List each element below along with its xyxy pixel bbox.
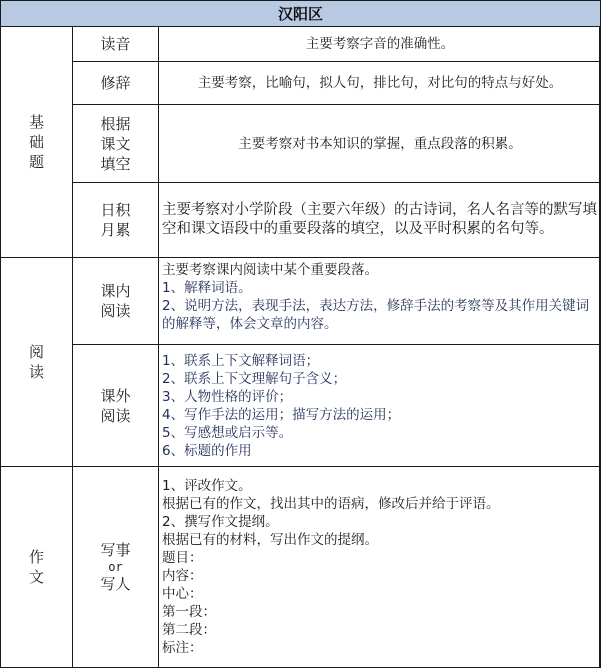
subcategory-label: 写事	[100, 541, 131, 559]
table-row	[1, 345, 601, 467]
subcategory-label: 课外	[100, 386, 131, 405]
subcategory-label: 修辞	[100, 74, 131, 92]
description-line: 根据已有的作文，找出其中的语病，修改后并给于评语。	[162, 496, 500, 512]
table-row	[1, 183, 601, 258]
subcategory-label: 阅读	[100, 302, 131, 320]
subcategory-label: 根据	[100, 114, 131, 133]
subcategory-label: 月累	[100, 221, 131, 239]
table-header-row	[1, 1, 601, 27]
subcategory-narrative-or-portrait	[73, 467, 159, 668]
subcategory-fill-by-text	[73, 105, 159, 183]
description-line: 内容：	[162, 568, 203, 584]
subcategory-label: 写人	[100, 575, 131, 593]
description-line: 主要考察对小学阶段（主要六年级）的古诗词，名人名言等的默写填空和课文语段中的重要段落的填空，以及平时积累的名句等。	[162, 202, 597, 237]
description-line: 2、说明方法，表现手法，表达方法，修辞手法的考察等及其作用关键词的解释等，体会文章的内容。	[162, 298, 590, 332]
description-line: 1、联系上下文解释词语；	[162, 352, 320, 369]
description-line: 第二段：	[162, 622, 216, 638]
description-line: 主要考察，比喻句，拟人句，排比句，对比句的特点与好处。	[197, 75, 563, 91]
subcategory-label: 课文	[100, 134, 131, 153]
subcategory-daily-accumulation	[73, 183, 159, 258]
subcategory-label: 日积	[100, 201, 131, 219]
category-char: 础	[28, 133, 44, 151]
description-line: 中心：	[162, 586, 203, 602]
subcategory-rhetoric	[73, 62, 159, 105]
description-line: 标注：	[162, 640, 203, 656]
description-rhetoric	[159, 62, 601, 105]
subcategory-label: 阅读	[100, 406, 131, 425]
description-line: 4、写作手法的运用；描写方法的运用；	[162, 406, 401, 423]
subcategory-extracurricular-reading	[73, 345, 159, 467]
category-char: 题	[28, 153, 44, 171]
table-title: 汉阳区	[1, 1, 601, 27]
table-row	[1, 467, 601, 668]
table-row	[1, 105, 601, 183]
description-line: 2、联系上下文理解句子含义；	[162, 370, 347, 387]
subcategory-label: 读音	[100, 35, 131, 53]
description-line: 2、撰写作文提纲。	[162, 514, 279, 530]
subcategory-label: 填空	[100, 154, 131, 173]
description-line: 主要考察对书本知识的掌握，重点段落的积累。	[238, 135, 522, 152]
description-line: 主要考察课内阅读中某个重要段落。	[162, 262, 378, 278]
table-row	[1, 258, 601, 345]
description-line: 题目：	[162, 550, 203, 566]
description-line: 6、标题的作用	[162, 442, 252, 459]
category-composition	[1, 467, 73, 668]
description-pronunciation	[159, 27, 601, 62]
description-composition	[159, 467, 601, 668]
category-char: 阅	[28, 343, 44, 361]
category-char: 读	[28, 363, 44, 381]
subcategory-label: 课内	[100, 282, 131, 300]
description-line: 3、人物性格的评价；	[162, 388, 293, 405]
description-daily-accumulation	[159, 183, 601, 258]
description-fill-by-text	[159, 105, 601, 183]
description-line: 主要考察字音的准确性。	[305, 36, 455, 52]
table-row	[1, 62, 601, 105]
category-reading	[1, 258, 73, 467]
subcategory-pronunciation	[73, 27, 159, 62]
table-row	[1, 27, 601, 62]
description-in-class-reading	[159, 258, 601, 345]
category-char: 作	[28, 548, 44, 566]
description-line: 1、解释词语。	[162, 280, 252, 296]
category-basic	[1, 27, 73, 258]
description-line: 根据已有的材料，写出作文的提纲。	[162, 532, 378, 548]
description-extracurricular-reading	[159, 345, 601, 467]
subcategory-in-class-reading	[73, 258, 159, 345]
subcategory-label: or	[108, 560, 123, 574]
description-line: 5、写感想或启示等。	[162, 424, 293, 441]
category-char: 基	[28, 113, 44, 131]
category-char: 文	[28, 568, 44, 586]
description-line: 1、评改作文。	[162, 478, 252, 494]
description-line: 第一段：	[162, 604, 216, 620]
